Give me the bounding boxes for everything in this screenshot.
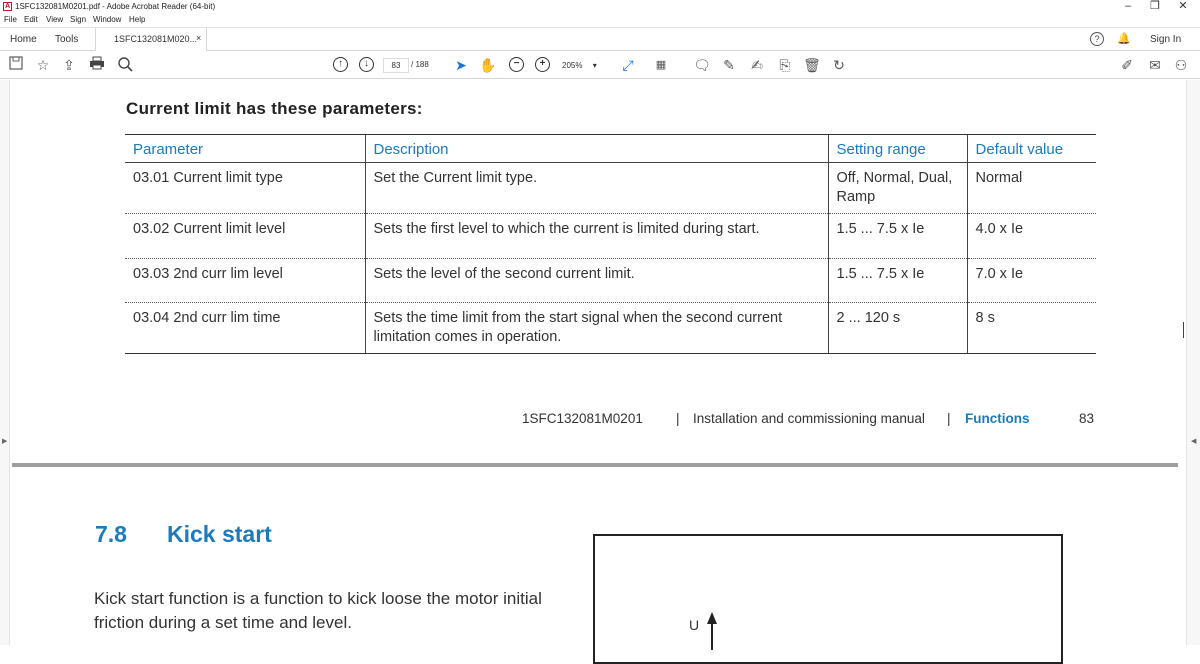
cell-description: Sets the first level to which the current is limited during start. [365, 214, 828, 259]
fill-sign-icon[interactable]: ✐ [1121, 57, 1133, 73]
tab-document-label: 1SFC132081M020... [114, 34, 198, 44]
cell-default-value: 8 s [967, 303, 1096, 354]
upload-cloud-icon[interactable]: ⇪ [63, 57, 75, 73]
zoom-level-dropdown[interactable] [562, 58, 610, 73]
menu-file[interactable]: File [4, 15, 17, 24]
footer-separator: | [947, 411, 951, 426]
cell-setting-range: Off, Normal, Dual, Ramp [828, 163, 967, 214]
cell-parameter: 03.04 2nd curr lim time [125, 303, 365, 354]
footer-separator: | [676, 411, 680, 426]
section-number: 7.8 [95, 521, 127, 547]
header-default-value: Default value [967, 135, 1096, 163]
cell-setting-range: 1.5 ... 7.5 x Ie [828, 259, 967, 303]
cell-description: Sets the time limit from the start signal when the second current limitation comes in operation. [365, 303, 828, 354]
table-row [125, 303, 1096, 354]
page-number-input[interactable]: 83 [383, 58, 409, 73]
figure-axis-line [711, 620, 713, 650]
window-title: 1SFC132081M0201.pdf - Adobe Acrobat Reader (64-bit) [15, 2, 216, 11]
menu-sign[interactable]: Sign [70, 15, 87, 24]
highlight-pen-icon[interactable]: ✎ [723, 57, 735, 73]
expand-right-pane-icon[interactable]: ◀ [1191, 438, 1197, 445]
tab-bar [0, 27, 1200, 51]
tab-tools[interactable]: Tools [55, 34, 79, 45]
expand-left-pane-icon[interactable]: ▶ [2, 438, 8, 445]
table-row [125, 259, 1096, 303]
tab-close-icon[interactable]: × [196, 33, 202, 43]
minimize-button[interactable]: – [1124, 0, 1132, 12]
undo-icon[interactable]: ↻ [833, 57, 845, 73]
cell-setting-range: 2 ... 120 s [828, 303, 967, 354]
footer-doc-id: 1SFC132081M0201 [522, 411, 643, 426]
table-row [125, 214, 1096, 259]
maximize-button[interactable]: ❐ [1150, 0, 1160, 12]
page-heading: Current limit has these parameters: [126, 99, 423, 118]
cell-default-value: 7.0 x Ie [967, 259, 1096, 303]
title-bar [0, 0, 1200, 13]
right-pane-collapsed[interactable] [1186, 80, 1200, 645]
delete-icon[interactable]: 🗑 [803, 57, 821, 73]
previous-page-icon[interactable]: ↑ [333, 57, 348, 72]
cell-description: Sets the level of the second current limit. [365, 259, 828, 303]
next-page-icon[interactable]: ↓ [359, 57, 374, 72]
email-icon[interactable]: ✉ [1149, 57, 1161, 73]
stamp-icon[interactable]: ⎘ [779, 57, 791, 73]
cell-parameter: 03.03 2nd curr lim level [125, 259, 365, 303]
cell-default-value: Normal [967, 163, 1096, 214]
select-cursor-icon[interactable]: ➤ [455, 57, 467, 73]
menu-view[interactable]: View [46, 15, 64, 24]
header-description: Description [365, 135, 828, 163]
section-title: Kick start [167, 521, 272, 547]
page-separator [12, 463, 1178, 467]
zoom-dropdown-icon: ▾ [592, 61, 597, 70]
print-icon[interactable] [88, 56, 106, 74]
scroll-mode-icon[interactable]: ▦ [655, 59, 667, 71]
left-pane-collapsed[interactable] [0, 80, 10, 645]
figure-voltage-axis-label: U [689, 617, 700, 633]
tab-home[interactable]: Home [10, 34, 37, 45]
share-icon[interactable]: ⚇ [1174, 57, 1188, 73]
header-parameter: Parameter [125, 135, 365, 163]
zoom-in-icon[interactable]: + [535, 57, 550, 72]
hand-tool-icon[interactable]: ✋ [479, 57, 497, 73]
bookmark-star-icon[interactable]: ☆ [36, 57, 50, 73]
help-icon[interactable]: ? [1090, 32, 1104, 46]
cell-description: Set the Current limit type. [365, 163, 828, 214]
comment-icon[interactable]: 🗨 [693, 57, 711, 73]
menu-window[interactable]: Window [93, 15, 122, 24]
cell-parameter: 03.02 Current limit level [125, 214, 365, 259]
current-limit-parameters-table [125, 134, 1096, 354]
header-setting-range: Setting range [828, 135, 967, 163]
menu-edit[interactable]: Edit [24, 15, 38, 24]
fit-page-icon[interactable]: ⤢ [622, 57, 634, 73]
search-icon[interactable] [116, 56, 134, 74]
notification-bell-icon[interactable]: 🔔 [1117, 33, 1131, 45]
close-window-button[interactable]: ✕ [1178, 0, 1188, 12]
sign-in-button[interactable]: Sign In [1150, 34, 1182, 45]
footer-manual-title: Installation and commissioning manual [693, 411, 925, 426]
cell-setting-range: 1.5 ... 7.5 x Ie [828, 214, 967, 259]
toolbar [0, 51, 1200, 79]
section-paragraph: Kick start function is a function to kick loose the motor initial friction during a set time and level. [94, 589, 542, 632]
footer-section: Functions [965, 411, 1030, 426]
menu-help[interactable]: Help [129, 15, 146, 24]
tab-document[interactable] [95, 28, 207, 51]
zoom-out-icon[interactable]: − [509, 57, 524, 72]
acrobat-pdf-icon: A [4, 3, 11, 10]
menu-bar [0, 13, 1200, 27]
save-icon[interactable] [8, 56, 24, 74]
table-row [125, 163, 1096, 214]
cell-parameter: 03.01 Current limit type [125, 163, 365, 214]
cell-default-value: 4.0 x Ie [967, 214, 1096, 259]
page-total: / 188 [411, 60, 429, 69]
zoom-level-value: 205% [562, 61, 583, 70]
footer-page-number: 83 [1079, 411, 1095, 426]
draw-signature-icon[interactable]: ✍ [751, 57, 763, 73]
text-cursor [1183, 322, 1184, 338]
